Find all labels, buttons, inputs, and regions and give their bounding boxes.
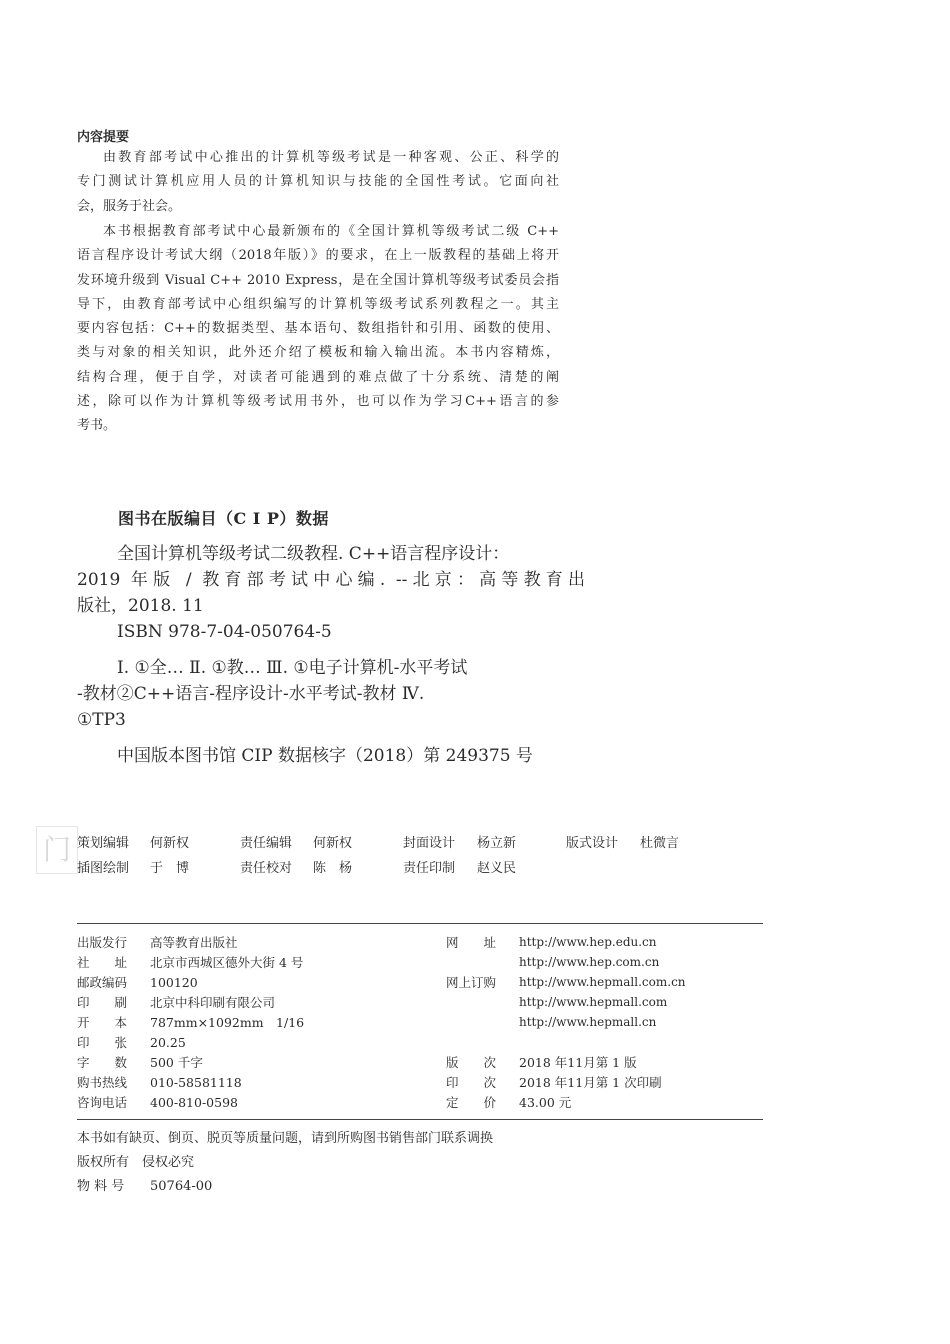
paragraph-line: 考书。 (77, 418, 117, 434)
pub-value: 高等教育出版社 (150, 935, 238, 950)
staff-role: 责任印制 (403, 861, 456, 876)
paragraph-line: 类与对象的相关知识，此外还介绍了模板和输入输出流。本书内容精炼， (77, 345, 559, 361)
divider-bottom (77, 1119, 763, 1120)
cip-title: 图书在版编目（C I P）数据 (118, 509, 329, 528)
shop-link[interactable]: http://www.hepmall.com.cn (519, 975, 686, 989)
pub-value: 北京市西城区德外大街 4 号 (150, 955, 304, 970)
pub-label: 购书热线 (77, 1075, 128, 1090)
cip-classification (77, 655, 585, 733)
pub-value: 010-58581118 (150, 1075, 242, 1090)
summary-paragraph-2 (77, 220, 559, 439)
paragraph-line: 结构合理，便于自学，对读者可能遇到的难点做了十分系统、清楚的阐 (77, 369, 559, 385)
staff-name: 何新权 (150, 836, 190, 851)
pub-label: 邮政编码 (77, 975, 128, 990)
pub-value: 20.25 (150, 1035, 186, 1050)
staff-role: 策划编辑 (77, 836, 130, 851)
staff-role: 责任校对 (240, 861, 293, 876)
pub-value: 500 千字 (150, 1055, 203, 1070)
paragraph-line: 要内容包括：C++的数据类型、基本语句、数组指针和引用、函数的使用、 (77, 321, 559, 337)
pub-label: 出版发行 (77, 935, 128, 950)
pub-label: 版 次 (446, 1055, 497, 1070)
staff-name: 赵义民 (477, 861, 517, 876)
staff-role: 责任编辑 (240, 836, 293, 851)
cip-entry-line: 全国计算机等级考试二级教程. C++语言程序设计： (117, 544, 510, 564)
cip-approval: 中国版本图书馆 CIP 数据核字（2018）第 249375 号 (117, 746, 533, 766)
staff-name: 何新权 (313, 836, 353, 851)
paragraph-line: 语言程序设计考试大纲（2018年版）》的要求，在上一版教程的基础上将开 (77, 248, 559, 264)
paragraph-line: 述，除可以作为计算机等级考试用书外，也可以作为学习C++语言的参 (77, 394, 559, 410)
website-link[interactable]: http://www.hep.edu.cn (519, 935, 657, 949)
material-number: 50764-00 (150, 1179, 213, 1194)
website-link[interactable]: http://www.hep.com.cn (519, 955, 660, 969)
cip-entry-line: 2019 年版 / 教育部考试中心编. --北京：高等教育出 (77, 570, 585, 590)
cip-entry-line: 版社，2018. 11 (77, 596, 204, 616)
pub-label: 社 址 (77, 955, 128, 970)
pub-label: 印 刷 (77, 995, 128, 1010)
pub-value: 2018 年11月第 1 次印刷 (519, 1075, 662, 1090)
pub-label: 咨询电话 (77, 1095, 128, 1110)
cip-isbn: ISBN 978-7-04-050764-5 (117, 622, 332, 642)
staff-role: 版式设计 (566, 836, 619, 851)
staff-name: 杜微言 (640, 836, 680, 851)
paragraph-line: 导下，由教育部考试中心组织编写的计算机等级考试系列教程之一。其主 (77, 296, 559, 312)
staff-name: 陈 杨 (313, 861, 353, 876)
cip-entry (77, 541, 585, 645)
paragraph-line: 发环境升级到 Visual C++ 2010 Express，是在全国计算机等级考试委员会指 (77, 272, 559, 288)
paragraph-line: 会，服务于社会。 (77, 198, 182, 214)
faint-stamp-mark: 门 (36, 826, 78, 874)
pub-label: 印 次 (446, 1075, 497, 1090)
paragraph-line: 本书根据教育部考试中心最新颁布的《全国计算机等级考试二级 C++ (103, 224, 559, 239)
divider-top (77, 923, 763, 924)
staff-role: 封面设计 (403, 836, 456, 851)
shop-link[interactable]: http://www.hepmall.cn (519, 1015, 657, 1029)
staff-name: 于 博 (150, 861, 190, 876)
pub-value: 787mm×1092mm 1/16 (150, 1015, 305, 1030)
pub-label: 定 价 (446, 1095, 497, 1110)
staff-name: 杨立新 (477, 836, 517, 851)
paragraph-line: 专门测试计算机应用人员的计算机知识与技能的全国性考试。它面向社 (77, 174, 559, 190)
pub-value: 2018 年11月第 1 版 (519, 1055, 637, 1070)
price-value: 43.00 元 (519, 1095, 572, 1110)
pub-value: 100120 (150, 975, 198, 990)
pub-label: 网上订购 (446, 975, 497, 990)
pub-label: 开 本 (77, 1015, 128, 1030)
pub-label: 印 张 (77, 1035, 128, 1050)
pub-label: 字 数 (77, 1055, 128, 1070)
pub-value: 400-810-0598 (150, 1095, 238, 1110)
paragraph-line: 由教育部考试中心推出的计算机等级考试是一种客观、公正、科学的 (103, 150, 559, 165)
staff-role: 插图绘制 (77, 861, 130, 876)
shop-link[interactable]: http://www.hepmall.com (519, 995, 668, 1009)
copyright-notice: 版权所有 侵权必究 (77, 1155, 195, 1170)
material-label: 物 料 号 (77, 1179, 125, 1194)
pub-value: 北京中科印刷有限公司 (150, 995, 276, 1010)
cip-class-line: -教材②C++语言-程序设计-水平考试-教材 Ⅳ. (77, 684, 425, 704)
summary-paragraph-1 (77, 146, 559, 219)
summary-title: 内容提要 (77, 130, 130, 145)
quality-notice: 本书如有缺页、倒页、脱页等质量问题，请到所购图书销售部门联系调换 (77, 1131, 494, 1146)
cip-class-line: ①TP3 (77, 710, 126, 730)
cip-class-line: Ⅰ. ①全… Ⅱ. ①教… Ⅲ. ①电子计算机-水平考试 (117, 658, 468, 678)
pub-label: 网 址 (446, 935, 497, 950)
